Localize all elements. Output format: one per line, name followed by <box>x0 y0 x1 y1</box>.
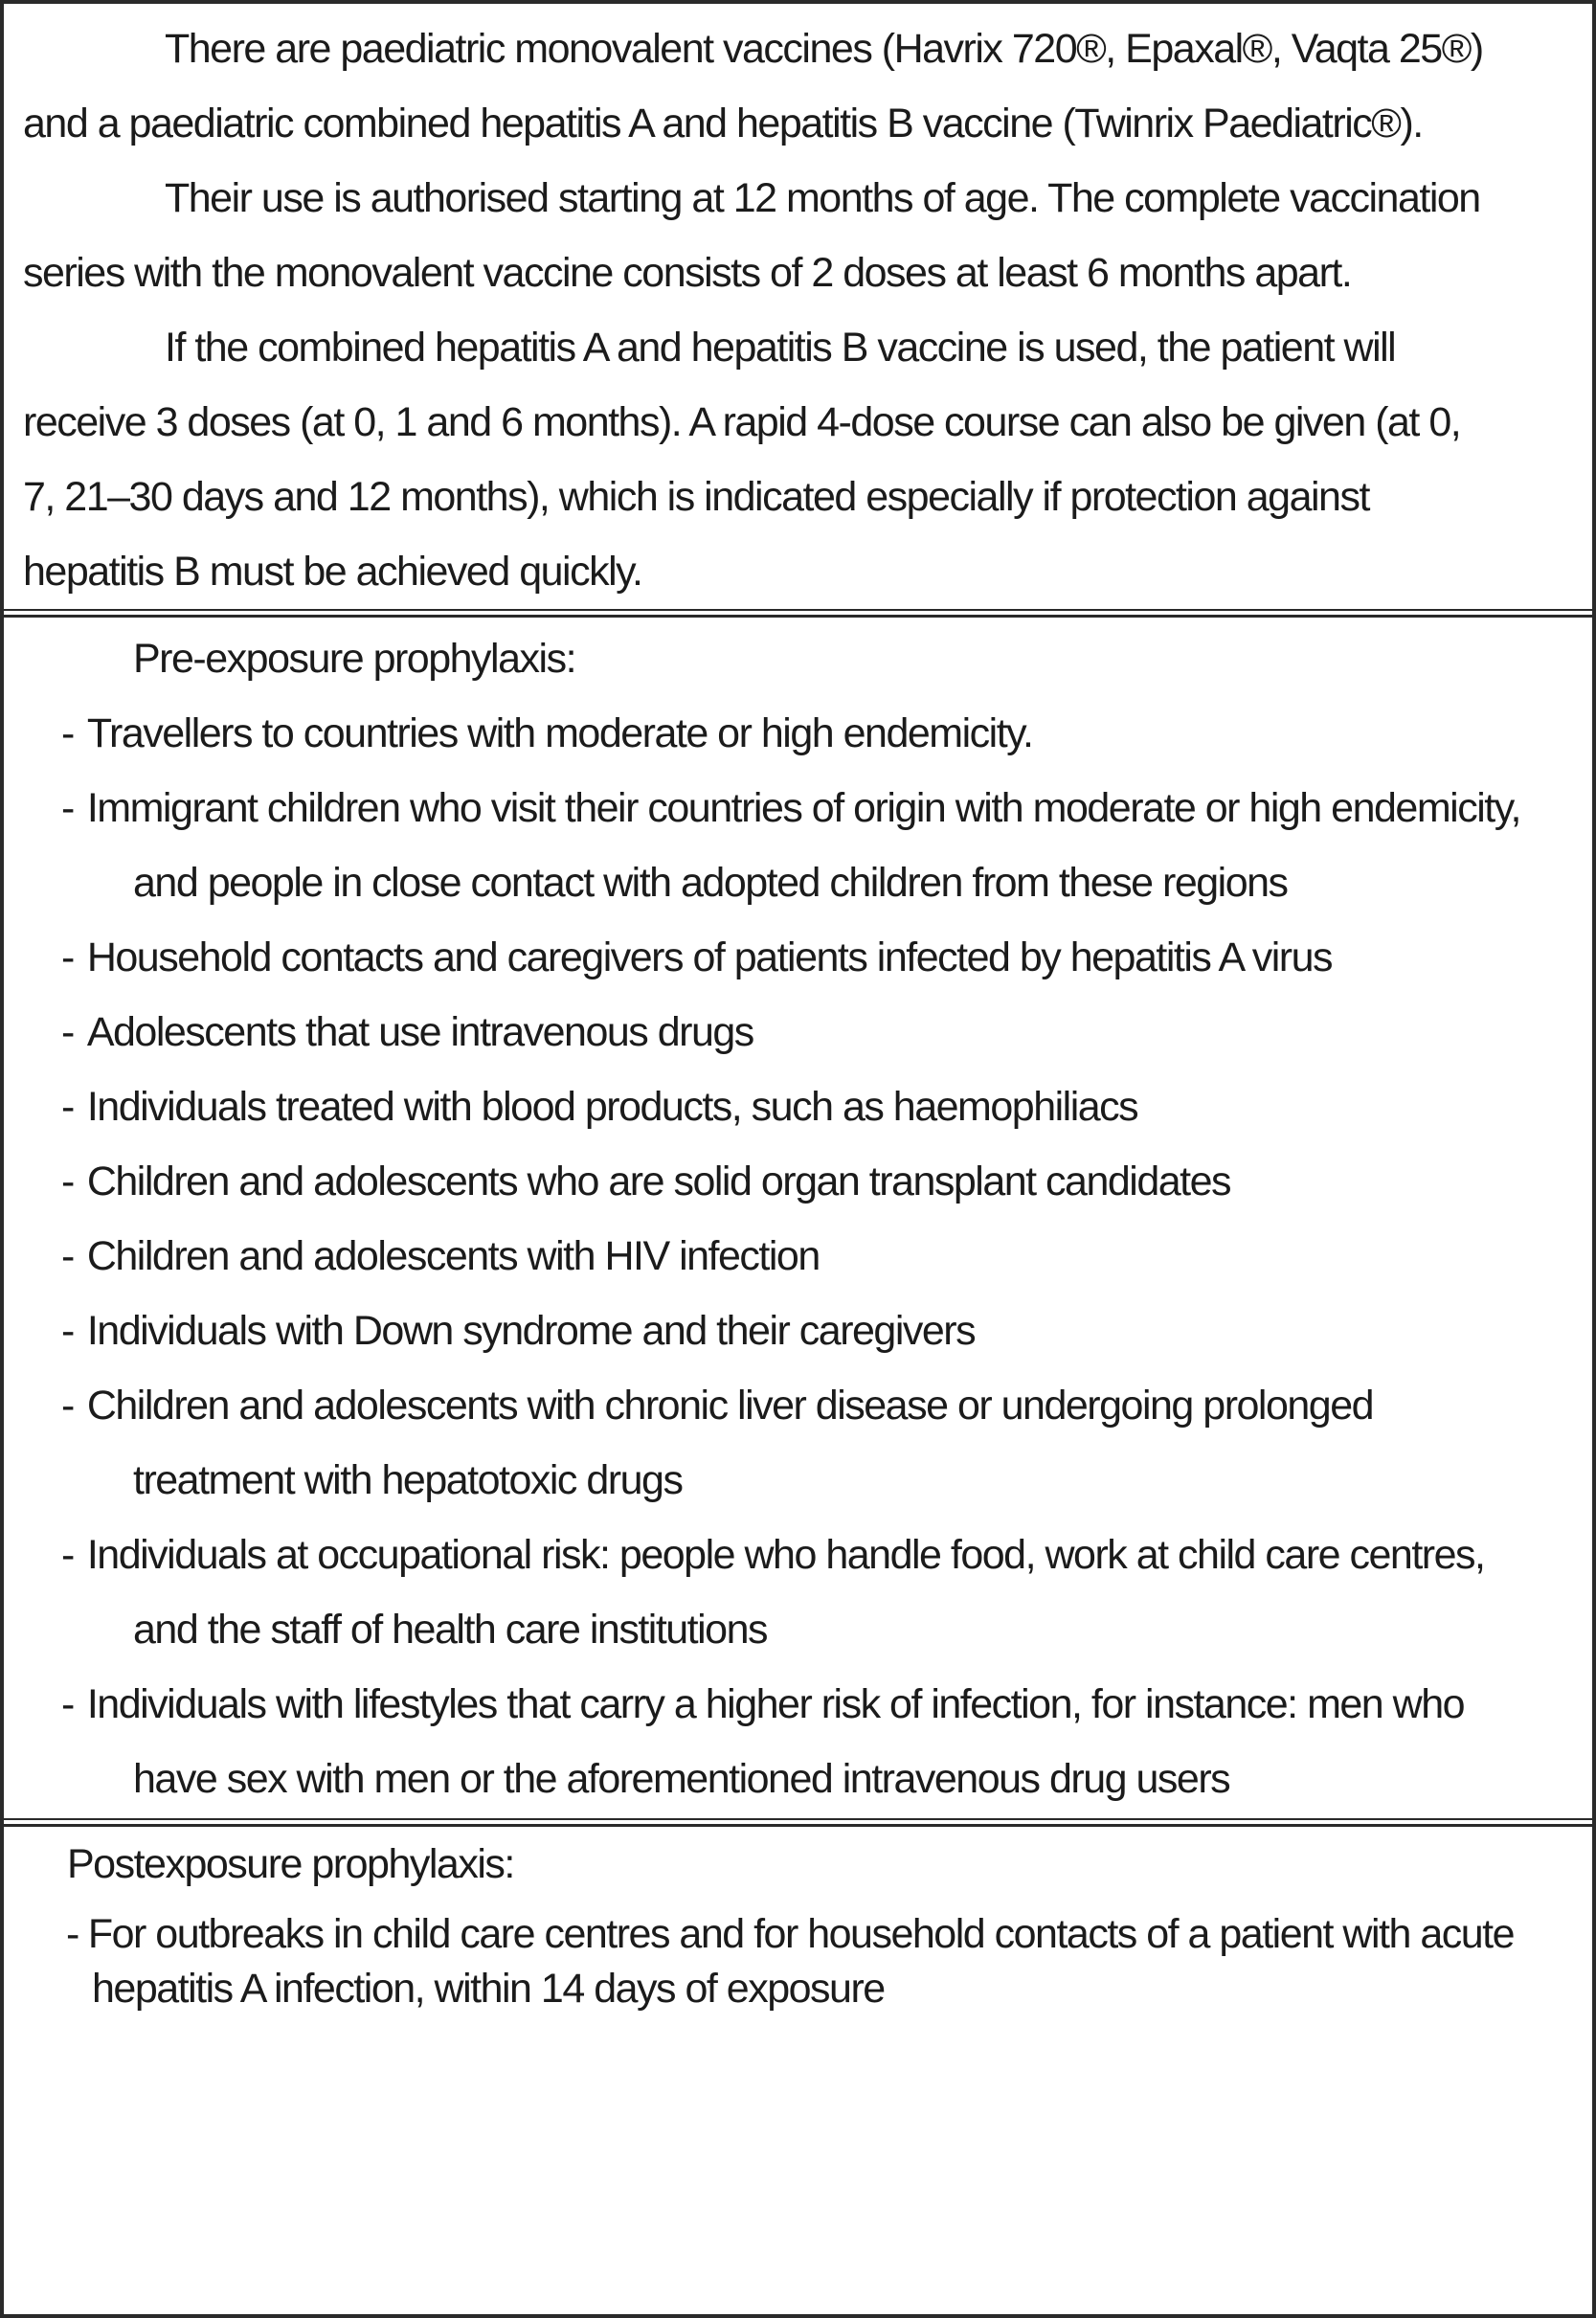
bullet-dash: - <box>61 1159 74 1204</box>
list-item <box>4 920 1525 995</box>
bullet-dash: - <box>61 785 74 831</box>
paragraph: If the combined hepatitis A and hepatitis B vaccine is used, the patient will receive 3 doses (at 0, 1 and 6 months). A rapid 4-dose course can also be given (at 0, 7, 21–30 days and 12 months), which is indicated especially if protection against hepatitis B must be achieved quickly. <box>23 325 1461 595</box>
list-item-text: Adolescents that use intravenous drugs <box>86 1009 753 1055</box>
list-item <box>4 995 1525 1069</box>
list-item <box>4 1667 1525 1816</box>
bullet-dash: - <box>61 1233 74 1279</box>
section-heading: Pre-exposure prophylaxis: <box>133 636 576 682</box>
intro-section <box>4 4 1592 609</box>
list-item-text: Individuals with Down syndrome and their caregivers <box>86 1308 976 1354</box>
row-divider <box>4 609 1592 618</box>
list-item-text: Immigrant children who visit their countries of origin with moderate or high endemicity, and people in close contact with adopted children from these regions <box>86 785 1520 906</box>
bullet-dash: - <box>61 1084 74 1130</box>
list-item <box>4 1294 1525 1368</box>
paragraph: Their use is authorised starting at 12 months of age. The complete vaccination series with the monovalent vaccine consists of 2 doses at least 6 months apart. <box>23 175 1480 296</box>
list-item <box>4 1518 1525 1667</box>
list-item-text: For outbreaks in child care centres and for household contacts of a patient with acute hepatitis A infection, within 14 days of exposure <box>87 1911 1515 2012</box>
list-item-text: Children and adolescents who are solid organ transplant candidates <box>86 1159 1231 1204</box>
paragraph: There are paediatric monovalent vaccines (Havrix 720®, Epaxal®, Vaqta 25®) and a paediatric combined hepatitis A and hepatitis B vaccine (Twinrix Paediatric®). <box>23 26 1483 146</box>
list-item-text: Household contacts and caregivers of patients infected by hepatitis A virus <box>86 934 1332 980</box>
list-item-text: Travellers to countries with moderate or high endemicity. <box>86 710 1033 756</box>
bullet-dash: - <box>66 1911 79 1957</box>
bullet-dash: - <box>61 934 74 980</box>
bullet-dash: - <box>61 1308 74 1354</box>
section-heading: Postexposure prophylaxis: <box>67 1841 514 1887</box>
list-item-text: Children and adolescents with chronic liver disease or undergoing prolonged treatment with hepatotoxic drugs <box>86 1383 1374 1503</box>
list-item-text: Individuals treated with blood products, such as haemophiliacs <box>86 1084 1138 1130</box>
row-divider <box>4 1818 1592 1827</box>
list-item <box>4 696 1525 771</box>
bullet-dash: - <box>61 1681 74 1727</box>
bullet-dash: - <box>61 710 74 756</box>
list-item <box>4 1907 1525 2016</box>
list-item <box>4 771 1525 920</box>
bullet-dash: - <box>61 1383 74 1429</box>
bullet-dash: - <box>61 1532 74 1578</box>
pre-exposure-section <box>4 618 1592 1818</box>
list-item <box>4 1144 1525 1219</box>
postexposure-section <box>4 1827 1592 2016</box>
list-item <box>4 1219 1525 1294</box>
list-item-text: Children and adolescents with HIV infection <box>86 1233 820 1279</box>
list-item-text: Individuals at occupational risk: people who handle food, work at child care centres, and the staff of health care institutions <box>86 1532 1485 1653</box>
list-item-text: Individuals with lifestyles that carry a higher risk of infection, for instance: men who have sex with men or the aforementioned intravenous drug users <box>86 1681 1465 1802</box>
bullet-dash: - <box>61 1009 74 1055</box>
list-item <box>4 1368 1525 1518</box>
list-item <box>4 1069 1525 1144</box>
